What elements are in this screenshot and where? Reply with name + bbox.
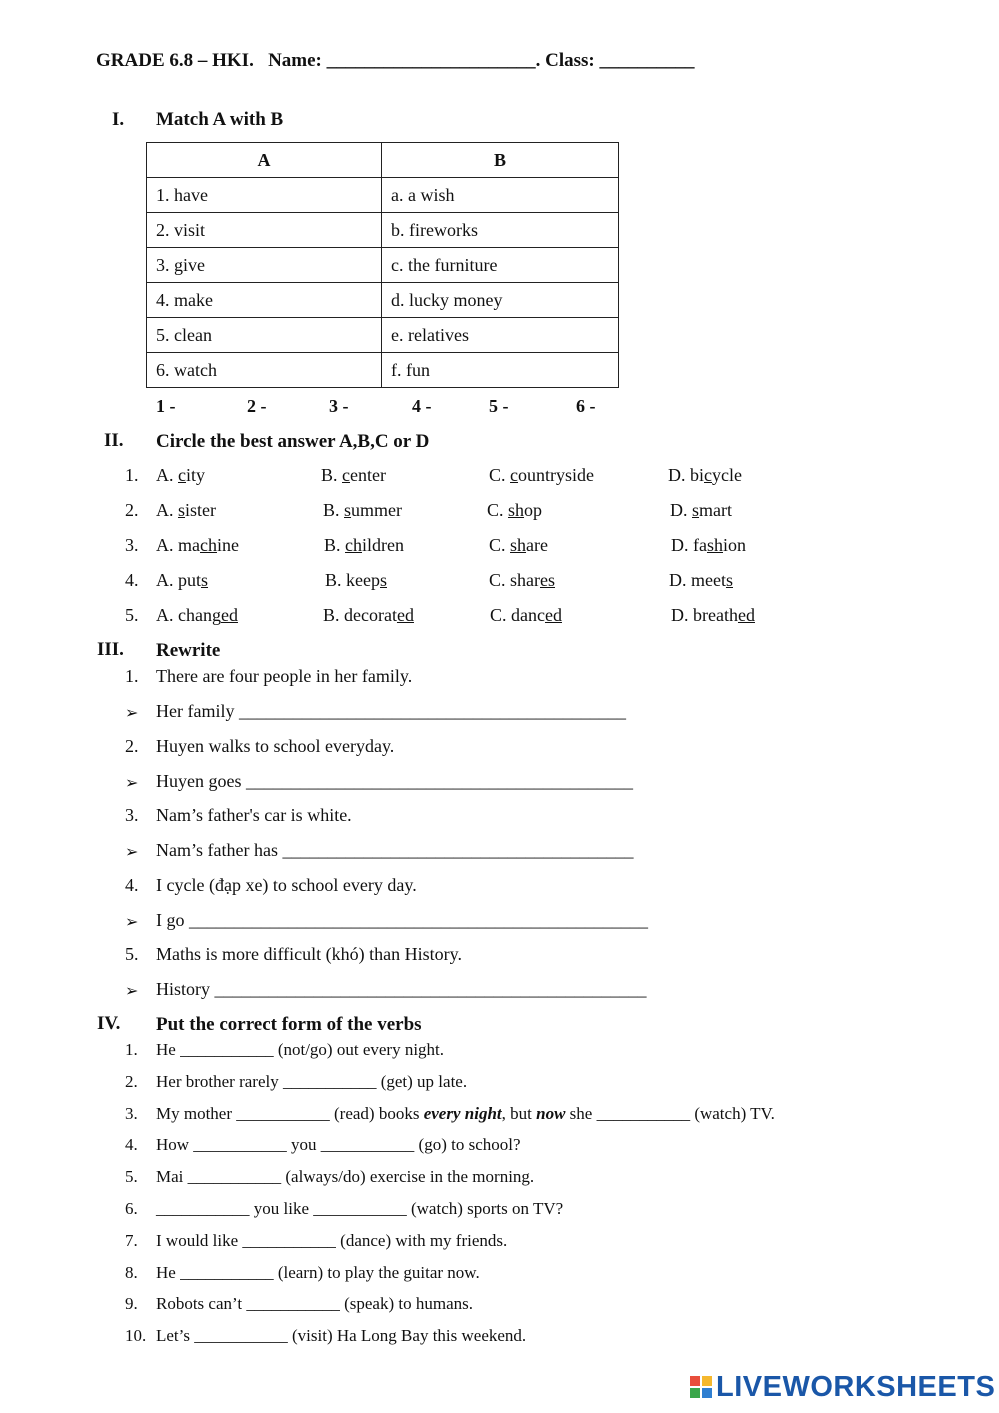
- answer-slot-3[interactable]: 3 -: [329, 396, 349, 416]
- answer-option[interactable]: [324, 535, 404, 556]
- option-underlined-sound: c: [342, 465, 351, 485]
- answer-option[interactable]: [490, 605, 562, 626]
- rewrite-number: 3.: [125, 805, 139, 825]
- option-text: A.: [156, 500, 178, 520]
- rewrite-answer-line[interactable]: Huyen goes ___________________________________________: [156, 770, 633, 791]
- rewrite-sentence: There are four people in her family.: [156, 666, 413, 686]
- verb-item-fragment: My mother ___________ (read) books: [156, 1103, 424, 1123]
- option-text: B.: [323, 500, 345, 520]
- answer-option[interactable]: [670, 500, 732, 521]
- option-text: ine: [217, 535, 239, 555]
- question-number: 5.: [125, 605, 139, 625]
- verb-item-text[interactable]: Mai ___________ (always/do) exercise in the morning.: [156, 1167, 535, 1187]
- answer-option[interactable]: [489, 570, 555, 591]
- section3-number: III.: [97, 639, 124, 660]
- class-field-label: Class: __________: [545, 50, 695, 71]
- section1-number: I.: [112, 109, 125, 130]
- option-text: A. ma: [156, 535, 200, 555]
- option-text: C.: [489, 535, 511, 555]
- option-text: B.: [324, 535, 346, 555]
- section4-title: Put the correct form of the verbs: [156, 1014, 422, 1035]
- column-b-header: B: [382, 143, 619, 178]
- question-number: 2.: [125, 500, 139, 520]
- match-table: [146, 142, 619, 388]
- option-underlined-sound: s: [178, 500, 186, 520]
- option-text: B.: [321, 465, 343, 485]
- table-row: [147, 283, 619, 318]
- section3-title: Rewrite: [156, 640, 221, 661]
- verb-item-number: 9.: [125, 1294, 138, 1314]
- match-b-cell: d. lucky money: [382, 283, 619, 318]
- rewrite-sentence: I cycle (đạp xe) to school every day.: [156, 874, 417, 895]
- option-underlined-sound: s: [379, 570, 387, 590]
- verb-item-fragment: she ___________ (watch) TV.: [565, 1103, 775, 1123]
- option-text: ity: [186, 465, 206, 485]
- verb-item-text[interactable]: He ___________ (learn) to play the guitar now.: [156, 1262, 480, 1282]
- option-underlined-sound: s: [201, 570, 209, 590]
- arrow-bullet-icon: ➢: [125, 983, 139, 1000]
- answer-option[interactable]: [156, 570, 208, 591]
- option-underlined-sound: ed: [544, 605, 562, 625]
- option-text: A. chang: [156, 605, 221, 625]
- option-underlined-sound: ch: [345, 535, 363, 555]
- answer-option[interactable]: [325, 570, 387, 591]
- option-text: ycle: [712, 465, 742, 485]
- answer-slot-6[interactable]: 6 -: [576, 396, 596, 416]
- rewrite-sentence: Maths is more difficult (khó) than History.: [156, 944, 462, 964]
- table-row: [147, 318, 619, 353]
- option-underlined-sound: c: [704, 465, 712, 485]
- verb-item-number: 8.: [125, 1262, 138, 1282]
- worksheet-header: [96, 50, 695, 72]
- arrow-bullet-icon: ➢: [125, 774, 139, 792]
- verb-item-text[interactable]: Her brother rarely ___________ (get) up late.: [156, 1071, 468, 1091]
- option-underlined-sound: s: [344, 500, 352, 520]
- table-row: [147, 353, 619, 388]
- option-text: ildren: [362, 535, 405, 555]
- match-b-cell: c. the furniture: [382, 248, 619, 283]
- match-a-cell: 6. watch: [147, 353, 382, 388]
- option-text: B. decorat: [323, 605, 397, 625]
- emphasis-text: now: [536, 1103, 566, 1123]
- answer-option[interactable]: [321, 465, 386, 486]
- rewrite-number: 5.: [125, 944, 139, 964]
- answer-slot-5[interactable]: 5 -: [489, 396, 509, 416]
- option-text: are: [526, 535, 549, 555]
- section2-number: II.: [104, 430, 124, 451]
- liveworksheets-logo: [690, 1370, 995, 1404]
- option-text: C. shar: [489, 570, 540, 590]
- rewrite-answer-line[interactable]: I go ___________________________________________________: [156, 909, 648, 930]
- option-underlined-sound: c: [510, 465, 519, 485]
- answer-option[interactable]: [156, 605, 238, 626]
- option-underlined-sound: ed: [737, 605, 755, 625]
- option-text: ountryside: [518, 465, 595, 485]
- verb-item-number: 6.: [125, 1199, 138, 1218]
- option-text: D. meet: [669, 570, 726, 590]
- answer-option[interactable]: [323, 605, 414, 626]
- option-underlined-sound: es: [540, 570, 555, 590]
- answer-option[interactable]: [323, 500, 402, 521]
- rewrite-number: 1.: [125, 666, 139, 686]
- match-b-cell: a. a wish: [382, 178, 619, 213]
- option-text: ister: [185, 500, 217, 520]
- option-underlined-sound: ch: [200, 535, 217, 555]
- section4-number: IV.: [97, 1013, 121, 1034]
- answer-option[interactable]: [671, 535, 746, 556]
- answer-option[interactable]: [671, 605, 755, 626]
- answer-option[interactable]: [156, 535, 239, 556]
- match-a-cell: 4. make: [147, 283, 382, 318]
- option-text: D. fa: [671, 535, 707, 555]
- answer-slot-1[interactable]: 1 -: [156, 396, 176, 416]
- verb-item-number: 1.: [125, 1040, 138, 1059]
- question-number: 1.: [125, 465, 139, 485]
- table-row: [147, 248, 619, 283]
- rewrite-answer-line[interactable]: Nam’s father has _______________________________________: [156, 840, 634, 860]
- option-text: D. breath: [671, 605, 738, 625]
- option-underlined-sound: sh: [510, 535, 527, 555]
- match-table-header: [147, 143, 619, 178]
- option-text: ummer: [351, 500, 403, 520]
- option-text: ion: [723, 535, 747, 555]
- option-underlined-sound: sh: [706, 535, 723, 555]
- answer-slot-2[interactable]: 2 -: [247, 396, 267, 416]
- match-a-cell: 3. give: [147, 248, 382, 283]
- answer-option[interactable]: [487, 500, 542, 521]
- verb-item-text[interactable]: I would like ___________ (dance) with my friends.: [156, 1230, 508, 1250]
- match-a-cell: 1. have: [147, 178, 382, 213]
- answer-slot-4[interactable]: 4 -: [412, 396, 432, 416]
- question-number: 4.: [125, 570, 139, 590]
- logo-text: LIVEWORKSHEETS: [716, 1370, 996, 1403]
- match-b-cell: b. fireworks: [382, 213, 619, 248]
- table-row: [147, 213, 619, 248]
- option-text: A. put: [156, 570, 201, 590]
- option-text: op: [524, 500, 543, 520]
- answer-option[interactable]: [156, 465, 205, 486]
- option-text: A.: [156, 465, 178, 485]
- arrow-bullet-icon: ➢: [125, 913, 139, 931]
- option-text: D. bi: [668, 465, 704, 485]
- option-underlined-sound: ed: [396, 605, 414, 625]
- verb-item-text[interactable]: [156, 1104, 775, 1124]
- option-underlined-sound: sh: [508, 500, 525, 520]
- option-text: enter: [350, 465, 386, 485]
- option-underlined-sound: c: [178, 465, 186, 485]
- option-text: C.: [489, 465, 511, 485]
- option-text: D.: [670, 500, 692, 520]
- match-a-cell: 2. visit: [147, 213, 382, 248]
- verb-item-text[interactable]: Robots can’t ___________ (speak) to humans.: [156, 1294, 473, 1314]
- verb-item-fragment: , but: [501, 1103, 537, 1123]
- answer-option[interactable]: [489, 535, 548, 556]
- option-text: mart: [699, 500, 733, 520]
- match-a-cell: 5. clean: [147, 318, 382, 353]
- verb-item-text[interactable]: He ___________ (not/go) out every night.: [156, 1040, 445, 1059]
- answer-option[interactable]: [489, 465, 594, 486]
- verb-item-number: 2.: [125, 1071, 138, 1091]
- column-a-header: A: [147, 143, 382, 178]
- section1-title: Match A with B: [156, 109, 284, 130]
- rewrite-number: 4.: [125, 874, 139, 895]
- rewrite-answer-line[interactable]: History ________________________________________________: [156, 979, 647, 999]
- option-underlined-sound: ed: [220, 605, 238, 625]
- grade-label: GRADE 6.8 – HKI.: [96, 50, 254, 71]
- answer-option[interactable]: [668, 465, 742, 486]
- option-text: C. danc: [490, 605, 545, 625]
- verb-item-number: 7.: [125, 1230, 138, 1250]
- emphasis-text: every night: [423, 1103, 502, 1123]
- name-field-label: Name: ______________________.: [268, 50, 541, 71]
- arrow-bullet-icon: ➢: [125, 844, 139, 861]
- rewrite-answer-line[interactable]: Her family ___________________________________________: [156, 701, 626, 721]
- verb-item-text[interactable]: How ___________ you ___________ (go) to school?: [156, 1135, 521, 1155]
- section2-title: Circle the best answer A,B,C or D: [156, 431, 430, 452]
- question-number: 3.: [125, 535, 139, 555]
- verb-item-number: 4.: [125, 1135, 138, 1155]
- match-b-cell: e. relatives: [382, 318, 619, 353]
- arrow-bullet-icon: ➢: [125, 705, 139, 722]
- verb-item-text[interactable]: Let’s ___________ (visit) Ha Long Bay this weekend.: [156, 1326, 527, 1346]
- answer-option[interactable]: [156, 500, 216, 521]
- rewrite-sentence: Nam’s father's car is white.: [156, 805, 352, 825]
- verb-item-number: 3.: [125, 1103, 138, 1123]
- option-underlined-sound: s: [692, 500, 700, 520]
- option-underlined-sound: s: [725, 570, 733, 590]
- verb-item-number: 10.: [125, 1326, 147, 1346]
- option-text: B. keep: [325, 570, 380, 590]
- verb-item-text[interactable]: ___________ you like ___________ (watch) sports on TV?: [156, 1199, 564, 1218]
- rewrite-number: 2.: [125, 735, 139, 756]
- rewrite-sentence: Huyen walks to school everyday.: [156, 735, 395, 756]
- table-row: [147, 178, 619, 213]
- match-b-cell: f. fun: [382, 353, 619, 388]
- verb-item-number: 5.: [125, 1167, 138, 1187]
- option-text: C.: [487, 500, 509, 520]
- answer-option[interactable]: [669, 570, 733, 591]
- logo-mark-icon: [690, 1376, 712, 1398]
